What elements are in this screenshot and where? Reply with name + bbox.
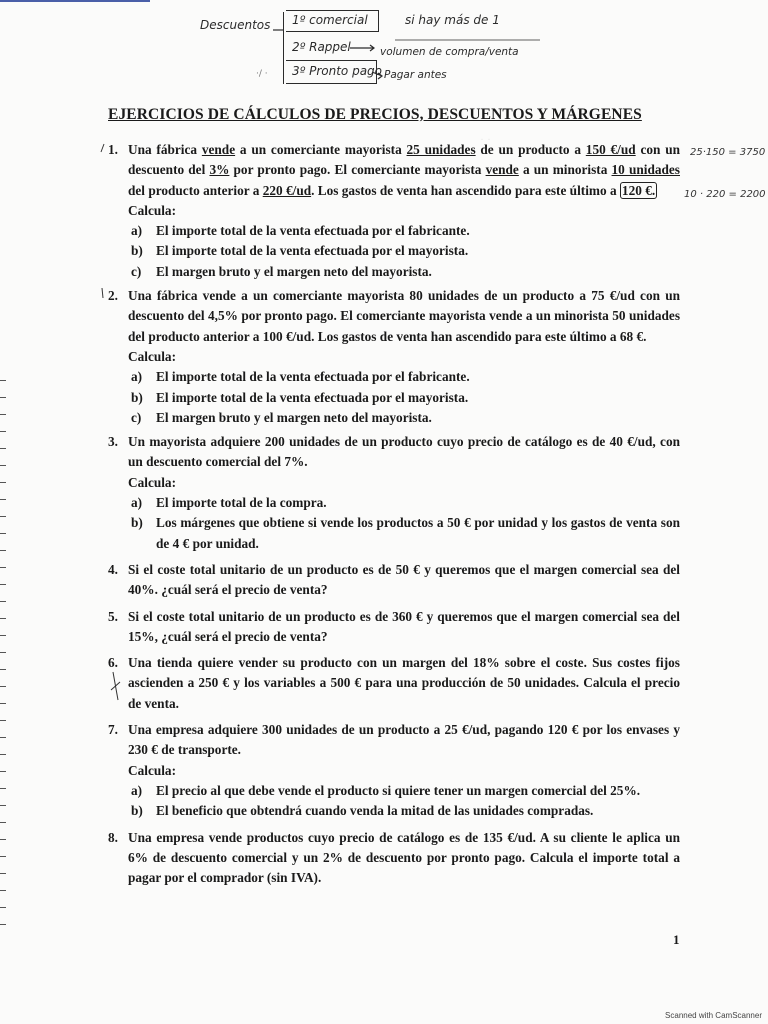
note-descuentos: Descuentos xyxy=(200,18,271,32)
problem-6 xyxy=(108,653,680,714)
subquestions xyxy=(128,493,680,554)
problem-list xyxy=(108,140,680,888)
calcula-label: Calcula: xyxy=(128,762,177,778)
bleed-through: · · xyxy=(480,132,491,146)
subquestion-b: b) El importe total de la venta efectuada por el mayorista. xyxy=(131,243,469,259)
problem-5 xyxy=(108,607,680,648)
problem-text: Si el coste total unitario de un producto es de 360 € y queremos que el margen comercial sea del 15%, ¿cuál será el precio de venta? xyxy=(128,608,680,644)
subquestions xyxy=(128,367,680,428)
note-pagar: Pagar antes xyxy=(384,69,447,81)
subquestion-b: b) El importe total de la venta efectuada por el mayorista. xyxy=(131,389,469,405)
margin-calc-1: 25·150 = 3750 xyxy=(690,147,766,158)
problem-7 xyxy=(108,720,680,821)
subquestions xyxy=(128,221,680,282)
page-number: 1 xyxy=(673,932,680,947)
problem-2 xyxy=(108,286,680,428)
problem-number: 4. xyxy=(108,561,118,577)
page-title: EJERCICIOS DE CÁLCULOS DE PRECIOS, DESCUENTOS Y MÁRGENES xyxy=(108,106,642,123)
problem-3 xyxy=(108,432,680,554)
problem-number: 6. xyxy=(108,655,118,671)
note-volumen: volumen de compra/venta xyxy=(380,46,519,58)
binding-holes xyxy=(0,380,6,940)
problem-number: 5. xyxy=(108,608,118,624)
subquestion-b: b) Los márgenes que obtiene si vende los productos a 50 € por unidad y los gastos de venta son de 4 € por unidad. xyxy=(131,515,680,551)
problem-4 xyxy=(108,560,680,601)
subquestion-b: b) El beneficio que obtendrá cuando venda la mitad de las unidades compradas. xyxy=(131,803,594,819)
calcula-label: Calcula: xyxy=(128,348,177,364)
problem-text: Una empresa adquiere 300 unidades de un producto a 25 €/ud, pagando 120 € por los envases y 230 € de transporte. xyxy=(128,722,680,758)
problem-text: Una tienda quiere vender su producto con un margen del 18% sobre el coste. Sus costes fijos ascienden a 250 € y los variables a 500 € para una producción de 50 unidades. Calcula el precio de venta. xyxy=(128,655,680,711)
note-item-3: 3º Pronto pago xyxy=(292,64,383,78)
problem-number: 7. xyxy=(108,722,118,738)
problem-text: Una fábrica vende a un comerciante mayorista 80 unidades de un producto a 75 €/ud con un descuento del 4,5% por pronto pago. El comerciante mayorista vende a un minorista 50 unidades del producto anterior a 100 €/ud. Los gastos de venta han ascendido para este último a 68 €. xyxy=(128,288,680,344)
problem-1 xyxy=(108,140,680,282)
problem-number: 3. xyxy=(108,434,118,450)
problem-number: 8. xyxy=(108,829,118,845)
subquestion-c: c) El margen bruto y el margen neto del mayorista. xyxy=(131,263,432,279)
subquestion-a: a) El precio al que debe vende el producto si quiere tener un margen comercial del 25%. xyxy=(131,782,641,798)
subquestions xyxy=(128,781,680,822)
problem-number: 1. xyxy=(108,142,118,157)
margin-calc-2: 10 · 220 = 2200 xyxy=(684,189,766,200)
calcula-label: Calcula: xyxy=(128,474,177,490)
note-arrows xyxy=(0,0,768,100)
note-item-1: 1º comercial xyxy=(292,13,368,27)
note-si-hay: si hay más de 1 xyxy=(405,13,500,27)
problem-text: Si el coste total unitario de un producto es de 50 € y queremos que el margen comercial sea del 40%. ¿cuál será el precio de venta? xyxy=(128,561,680,598)
problem-number: 2. xyxy=(108,288,118,304)
subquestion-a: a) El importe total de la compra. xyxy=(131,495,327,511)
note-item-2: 2º Rappel xyxy=(292,40,351,54)
problem-text: Una fábrica vende a un comerciante mayorista 25 unidades de un producto a 150 €/ud con un descuento del 3% por pronto pago. El comerciante mayorista vende a un minorista 10 unidades del producto anterior a 220 €/ud. Los gastos de venta han ascendido para este último a 120 €. xyxy=(128,142,680,198)
calcula-label: Calcula: xyxy=(128,202,177,218)
problem-text: Un mayorista adquiere 200 unidades de un producto cuyo precio de catálogo es de 40 €/ud, con un descuento comercial del 7%. xyxy=(128,434,680,470)
subquestion-a: a) El importe total de la venta efectuada por el fabricante. xyxy=(131,223,470,239)
scanner-watermark: Scanned with CamScanner xyxy=(665,1011,762,1020)
subquestion-a: a) El importe total de la venta efectuada por el fabricante. xyxy=(131,369,470,385)
problem-text: Una empresa vende productos cuyo precio de catálogo es de 135 €/ud. A su cliente le aplica un 6% de descuento comercial y un 2% de descuento por pronto pago. Calcula el importe total a pagar por el comprador (sin IVA). xyxy=(128,829,680,886)
svg-text:·/ ·: ·/ · xyxy=(256,69,268,79)
subquestion-c: c) El margen bruto y el margen neto del mayorista. xyxy=(131,409,432,425)
problem-8 xyxy=(108,828,680,889)
